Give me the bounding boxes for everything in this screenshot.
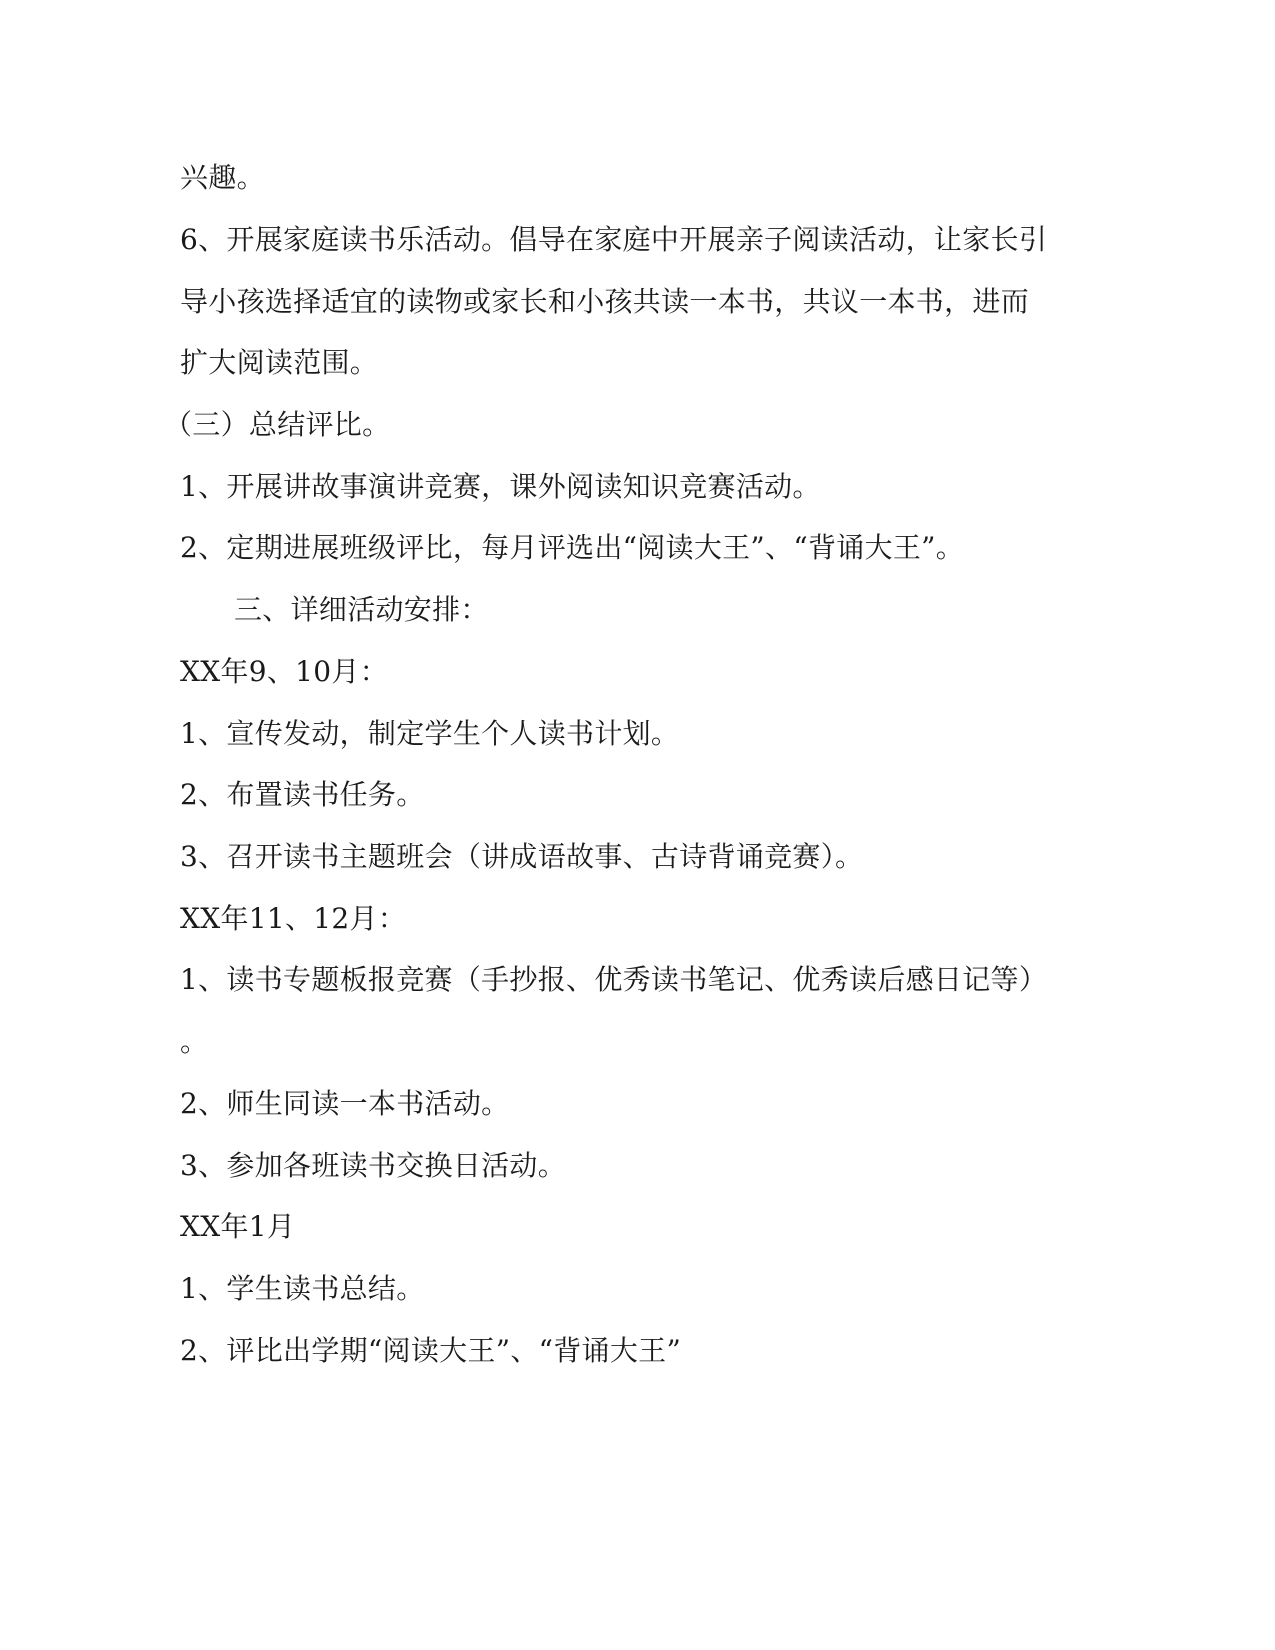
- text-line: 2、师生同读一本书活动。: [180, 1087, 510, 1120]
- text-line: 2、定期进展班级评比，每月评选出“阅读大王”、“背诵大王”。: [180, 531, 965, 564]
- text-line: 。: [180, 1025, 209, 1058]
- text-line: 3、参加各班读书交换日活动。: [180, 1149, 567, 1182]
- text-line: 6、开展家庭读书乐活动。倡导在家庭中开展亲子阅读活动，让家长引: [180, 223, 1048, 256]
- section-heading: 三、详细活动安排：: [234, 593, 489, 626]
- text-line: 扩大阅读范围。: [180, 346, 379, 379]
- text-line: 1、宣传发动，制定学生个人读书计划。: [180, 717, 680, 750]
- text-line: 3、召开读书主题班会（讲成语故事、古诗背诵竞赛）。: [180, 840, 864, 873]
- date-heading: XX年1月: [180, 1210, 296, 1243]
- date-heading: XX年11、12月：: [180, 902, 407, 935]
- text-line: 兴趣。: [180, 161, 265, 194]
- text-line: 1、开展讲故事演讲竞赛，课外阅读知识竞赛活动。: [180, 470, 821, 503]
- text-line: 导小孩选择适宜的读物或家长和小孩共读一本书，共议一本书，进而: [180, 285, 1030, 318]
- section-heading: （三）总结评比。: [164, 408, 391, 441]
- text-line: 1、读书专题板报竞赛（手抄报、优秀读书笔记、优秀读后感日记等）: [180, 963, 1048, 996]
- date-heading: XX年9、10月：: [180, 655, 389, 688]
- text-line: 1、学生读书总结。: [180, 1272, 425, 1305]
- text-line: 2、布置读书任务。: [180, 778, 425, 811]
- text-line: 2、评比出学期“阅读大王”、“背诵大王”: [180, 1334, 682, 1367]
